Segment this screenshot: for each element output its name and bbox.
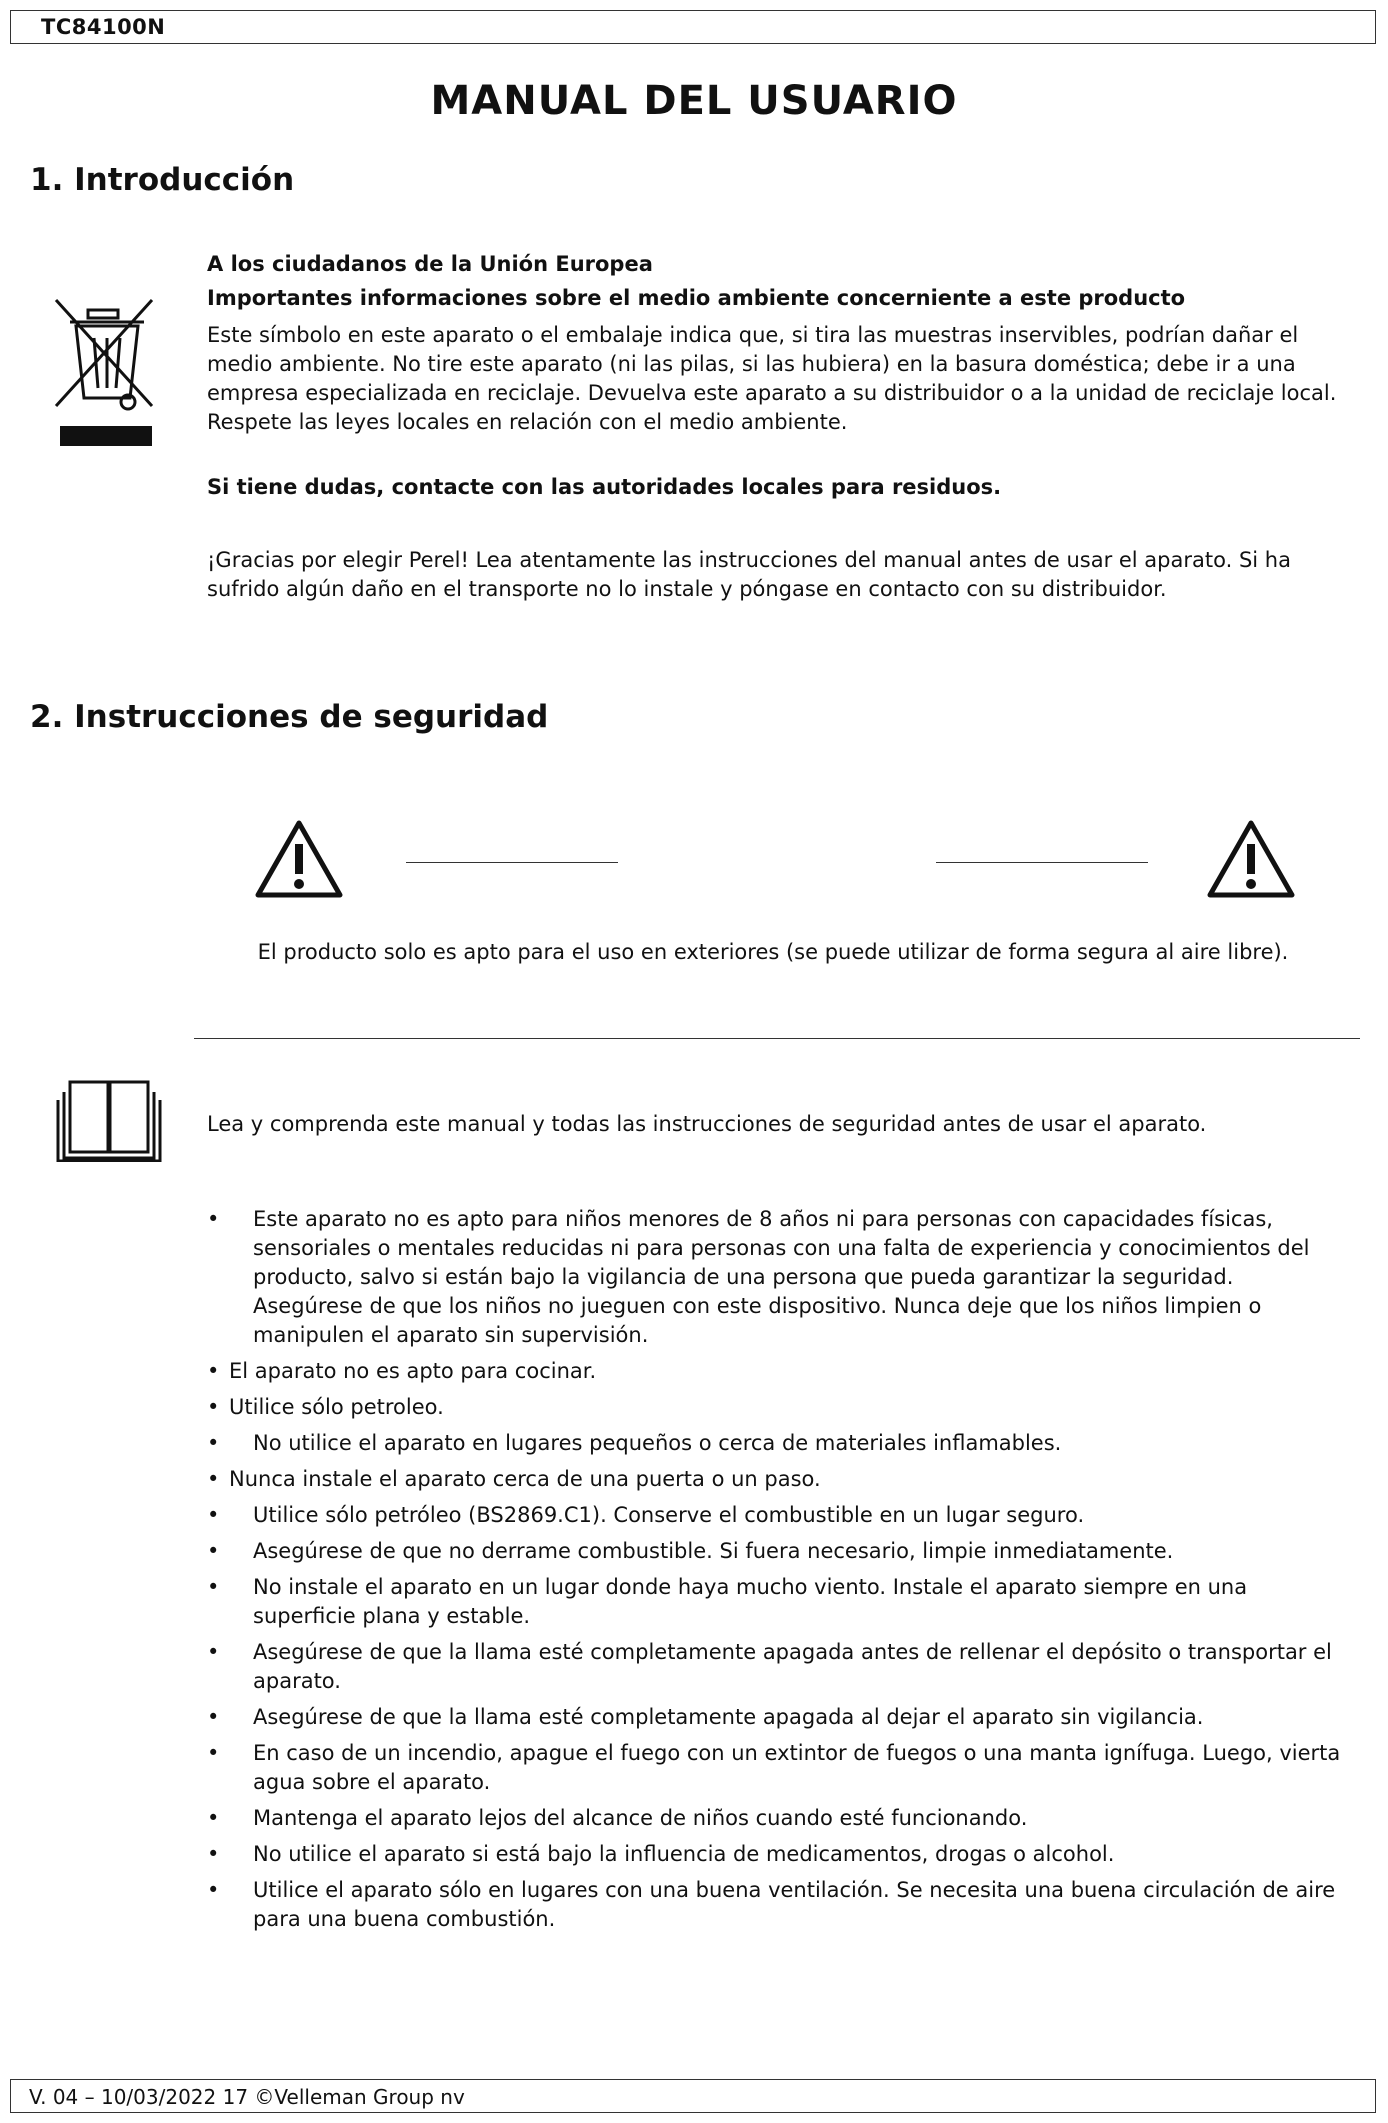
outdoor-use-note: El producto solo es apto para el uso en exteriores (se puede utilizar de forma segura al aire libre). — [257, 940, 1289, 964]
list-item: • Asegúrese de que la llama esté completamente apagada al dejar el aparato sin vigilancia. — [205, 1703, 1345, 1732]
read-manual-note: Lea y comprenda este manual y todas las instrucciones de seguridad antes de usar el aparato. — [207, 1112, 1207, 1136]
weee-bin-icon — [52, 296, 162, 460]
safety-bullet-list — [205, 1205, 1345, 1941]
contact-authorities-note: Si tiene dudas, contacte con las autoridades locales para residuos. — [207, 475, 1002, 499]
environment-text: Este símbolo en este aparato o el embalaje indica que, si tira las muestras inservibles, podrían dañar el medio ambiente. No tire este aparato (ni las pilas, si las hubiera) en la basura doméstica; debe ir a una empresa especializada en reciclaje. Devuelva este aparato a su distribuidor o a la unidad de reciclaje local. Respete las leyes locales en relación con el medio ambiente. — [207, 323, 1337, 434]
list-item: • No instale el aparato en un lugar donde haya mucho viento. Instale el aparato siempre en una superficie plana y estable. — [205, 1573, 1345, 1631]
list-item: • Utilice el aparato sólo en lugares con una buena ventilación. Se necesita una buena circulación de aire para una buena combustión. — [205, 1876, 1345, 1934]
section-divider — [194, 1038, 1360, 1039]
footer-box — [10, 2079, 1376, 2113]
list-item: • Utilice sólo petróleo (BS2869.C1). Conserve el combustible en un lugar seguro. — [205, 1501, 1345, 1530]
eu-citizens-title: A los ciudadanos de la Unión Europea — [207, 252, 653, 276]
page-title: MANUAL DEL USUARIO — [430, 78, 958, 124]
list-item: • Este aparato no es apto para niños menores de 8 años ni para personas con capacidades físicas, sensoriales o mentales reducidas ni para personas con una falta de experiencia y conocimientos del producto, salvo si están bajo la vigilancia de una persona que pueda garantizar la seguridad. Asegúrese de que los niños no jueguen con este dispositivo. Nunca deje que los niños limpien o manipulen el aparato sin supervisión. — [205, 1205, 1345, 1350]
list-item: • No utilice el aparato en lugares pequeños o cerca de materiales inflamables. — [205, 1429, 1345, 1458]
list-item: • El aparato no es apto para cocinar. — [205, 1357, 1345, 1386]
model-number: TC84100N — [41, 15, 166, 39]
list-item: • Utilice sólo petroleo. — [205, 1393, 1345, 1422]
thanks-paragraph: ¡Gracias por elegir Perel! Lea atentamente las instrucciones del manual antes de usar el aparato. Si ha sufrido algún daño en el transporte no lo instale y póngase en contacto con su distribuidor. — [207, 548, 1291, 601]
list-item: • Mantenga el aparato lejos del alcance de niños cuando esté funcionando. — [205, 1804, 1345, 1833]
section-2-heading: 2. Instrucciones de seguridad — [30, 699, 549, 735]
warning-triangle-icon — [254, 818, 344, 904]
list-item: • Nunca instale el aparato cerca de una puerta o un paso. — [205, 1465, 1345, 1494]
list-item: • En caso de un incendio, apague el fuego con un extintor de fuegos o una manta ignífuga. Luego, vierta agua sobre el aparato. — [205, 1739, 1345, 1797]
list-item: • Asegúrese de que la llama esté completamente apagada antes de rellenar el depósito o transportar el aparato. — [205, 1638, 1345, 1696]
list-item: • Asegúrese de que no derrame combustible. Si fuera necesario, limpie inmediatamente. — [205, 1537, 1345, 1566]
header-box — [10, 10, 1376, 44]
footer-text: V. 04 – 10/03/2022 17 ©Velleman Group nv — [29, 2085, 465, 2109]
divider-line — [406, 862, 618, 863]
book-icon — [56, 1078, 162, 1166]
divider-line — [936, 862, 1148, 863]
environment-title: Importantes informaciones sobre el medio ambiente concerniente a este producto — [207, 286, 1186, 310]
warning-triangle-icon — [1206, 818, 1296, 904]
list-item: • No utilice el aparato si está bajo la influencia de medicamentos, drogas o alcohol. — [205, 1840, 1345, 1869]
section-1-heading: 1. Introducción — [30, 162, 295, 198]
